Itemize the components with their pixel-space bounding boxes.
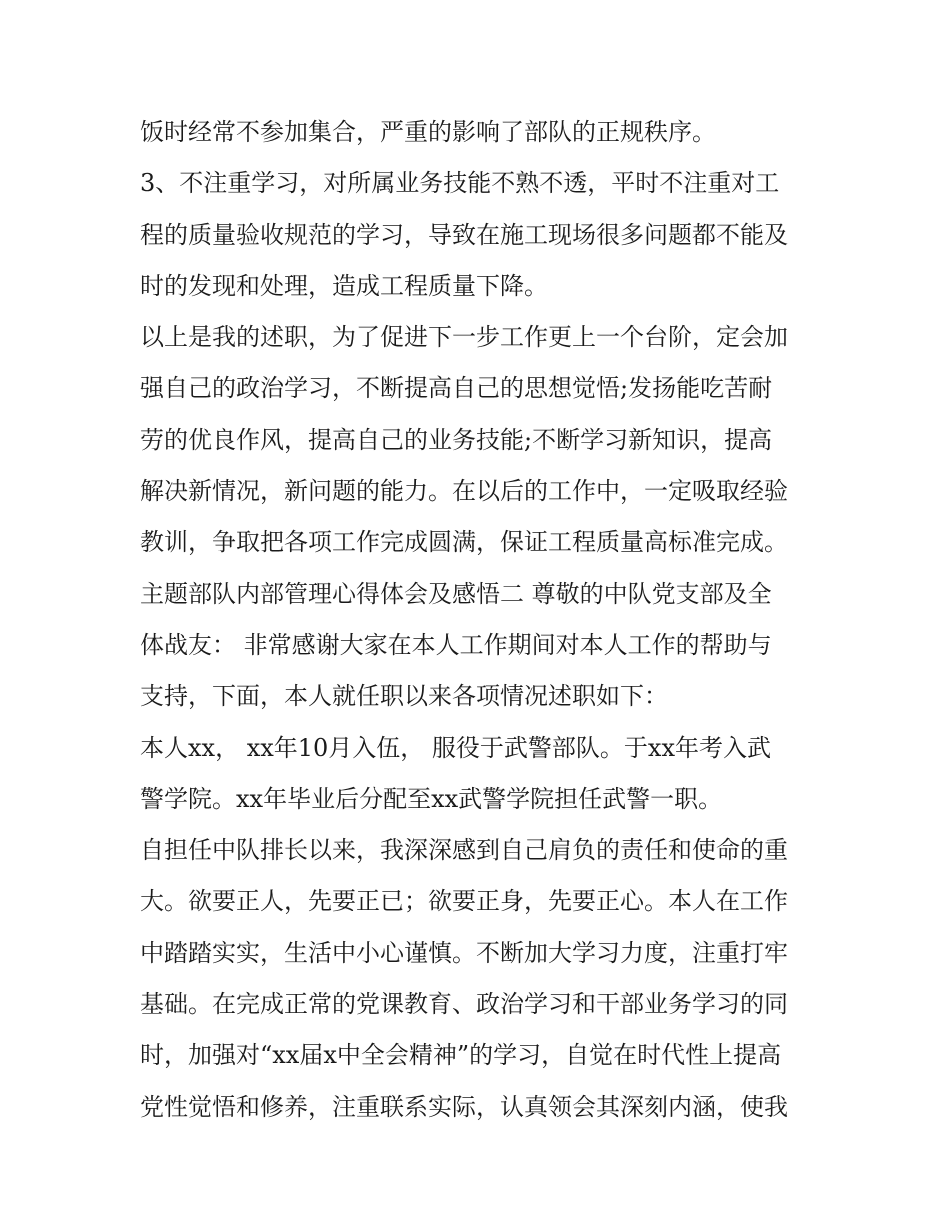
document-body	[140, 107, 820, 1133]
text-line: 基础。在完成正常的党课教育、政治学习和干部业务学习的同	[140, 990, 788, 1019]
text-line: 以上是我的述职，为了促进下一步工作更上一个台阶，定会加	[140, 323, 788, 352]
text-line: 大。欲要正人，先要正已；欲要正身，先要正心。本人在工作	[140, 887, 788, 916]
text-line: 时的发现和处理，造成工程质量下降。	[140, 271, 548, 300]
text-line: 解决新情况，新问题的能力。在以后的工作中，一定吸取经验	[140, 477, 788, 506]
text-line: 自担任中队排长以来，我深深感到自己肩负的责任和使命的重	[140, 836, 788, 865]
text-line: 主题部队内部管理心得体会及感悟二 尊敬的中队党支部及全	[140, 579, 772, 608]
text-line: 强自己的政治学习，不断提高自己的思想觉悟;发扬能吃苦耐	[140, 374, 773, 403]
text-line: 教训，争取把各项工作完成圆满，保证工程质量高标准完成。	[140, 528, 788, 557]
text-line: 支持，下面，本人就任职以来各项情况述职如下：	[140, 682, 668, 711]
text-line: 3、不注重学习，对所属业务技能不熟不透，平时不注重对工	[140, 169, 780, 198]
text-line: 程的质量验收规范的学习，导致在施工现场很多问题都不能及	[140, 220, 788, 249]
text-line: 饭时经常不参加集合，严重的影响了部队的正规秩序。	[140, 118, 716, 146]
text-line: 中踏踏实实，生活中小心谨慎。不断加大学习力度，注重打牢	[140, 938, 788, 967]
text-line: 体战友： 非常感谢大家在本人工作期间对本人工作的帮助与	[140, 630, 772, 659]
text-line: 劳的优良作风，提高自己的业务技能;不断学习新知识，提高	[140, 425, 773, 454]
text-line: 党性觉悟和修养，注重联系实际，认真领会其深刻内涵，使我	[140, 1092, 788, 1121]
text-line: 本人xx， xx年10月入伍， 服役于武警部队。于xx年考入武	[140, 733, 772, 762]
text-line: 时，加强对“xx届x中全会精神”的学习，自觉在时代性上提高	[140, 1041, 782, 1070]
text-line: 警学院。xx年毕业后分配至xx武警学院担任武警一职。	[140, 784, 723, 813]
